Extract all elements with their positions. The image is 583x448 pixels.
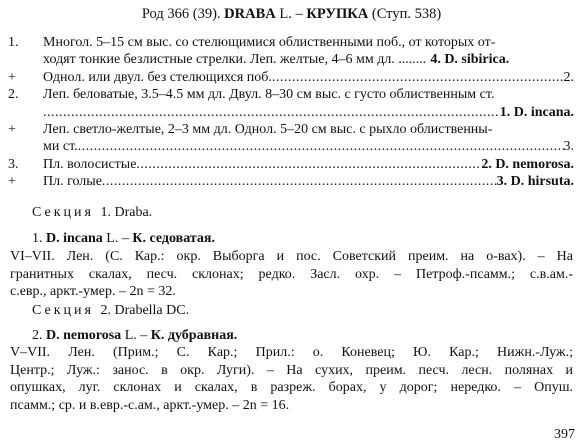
leader-dots <box>102 173 497 190</box>
text-line: опушках, луг. склонах и скалах, в разреж. борах, у дорог; нередко. – Опуш. <box>10 380 573 396</box>
genus-header <box>0 6 583 23</box>
key-result: 3. <box>563 139 574 155</box>
section-heading <box>32 303 189 319</box>
key-line <box>8 69 574 86</box>
genus-prefix: Род 366 (39). <box>141 6 221 22</box>
text-line: псамм.; ср. и в.евр.-с.ам., аркт.-умер. – 2n = 16. <box>10 397 290 413</box>
key-text: Леп. светло-желтые, 2–3 мм дл. Однол. 5–20 см выс. с рыхло облиственны- <box>43 121 493 137</box>
key-text: Пл. волосистые <box>43 156 137 172</box>
key-result: 2. <box>563 69 574 85</box>
key-line <box>8 34 574 51</box>
text-line: гранитных скалах, песч. склонах; редко. Засл. охр. – Петроф.-псамм.; с.в.ам.- <box>10 266 573 282</box>
key-text: Леп. беловатые, 3.5–4.5 мм дл. Двул. 8–30 см выс. с густо облиственным ст. <box>43 87 495 103</box>
key-text: Пл. голые <box>43 174 102 190</box>
species-russian-name: К. седоватая. <box>132 231 215 246</box>
key-result: 1. D. incana. <box>499 104 574 120</box>
leader-dots <box>78 138 564 155</box>
key-line <box>8 121 574 138</box>
section-name: 2. Drabella DC. <box>100 303 190 318</box>
genus-reference: (Ступ. 538) <box>371 6 442 22</box>
species-latin-name: D. nemorosa <box>46 328 122 343</box>
species-description <box>10 248 573 301</box>
text-line: V–VII. Лен. (Прим.; С. Кар.; Прил.: о. Коневец; Ю. Кар.; Нижн.-Луж.; <box>10 345 573 360</box>
key-mark: + <box>8 174 16 190</box>
species-heading: 2. D. nemorosa L. – К. дубравная. <box>32 328 238 343</box>
genus-latin-name: DRABA <box>224 6 276 22</box>
text-line: VI–VII. Лен. (С. Кар.: окр. Выборга и пос. Советский преим. на о-вах). – На <box>10 249 573 264</box>
genus-russian-name: КРУПКА <box>306 6 369 22</box>
leader-dots <box>136 156 481 173</box>
species-description <box>10 344 573 414</box>
key-line <box>8 156 574 173</box>
key-line <box>8 173 574 190</box>
key-mark: 1. <box>8 35 19 50</box>
key-mark: 2. <box>8 87 19 103</box>
leader-dots <box>43 104 500 121</box>
species-latin-name: D. incana <box>46 231 103 246</box>
key-result: 4. D. sibirica. <box>430 52 510 68</box>
genus-author: L. – <box>279 6 303 22</box>
key-text: Многол. 5–15 см выс. со стелющимися облиственными поб., от которых от- <box>43 35 496 50</box>
key-text: Однол. или двул. без стелющихся поб. <box>43 69 272 85</box>
key-mark: + <box>8 121 16 137</box>
page-number: 397 <box>554 427 575 442</box>
section-heading <box>32 205 152 221</box>
key-text: ми ст. <box>43 139 78 155</box>
key-line <box>8 104 574 121</box>
key-line <box>8 51 574 68</box>
key-mark: + <box>8 69 16 85</box>
key-line <box>8 138 574 155</box>
section-word: Секция <box>32 205 94 220</box>
identification-key <box>8 34 574 191</box>
leader-dots <box>272 69 564 86</box>
text-line: с.евр., аркт.-умер. – 2n = 32. <box>10 284 176 300</box>
key-line <box>8 86 574 103</box>
key-mark: 3. <box>8 156 19 172</box>
key-text: ходят тонкие безлистные стрелки. Леп. желтые, 4–6 мм дл. ........ <box>43 52 427 68</box>
species-heading: 1. D. incana L. – К. седоватая. <box>32 231 215 246</box>
key-result: 2. D. nemorosa. <box>481 156 574 172</box>
section-word: Секция <box>32 303 94 318</box>
text-line: Центр.; Луж.: занос. в окр. Луги). – На сухих, преим. песч. лесн. полянах и <box>10 362 573 378</box>
species-russian-name: К. дубравная. <box>150 328 238 343</box>
key-result: 3. D. hirsuta. <box>496 174 574 190</box>
section-name: 1. Draba. <box>100 205 153 220</box>
